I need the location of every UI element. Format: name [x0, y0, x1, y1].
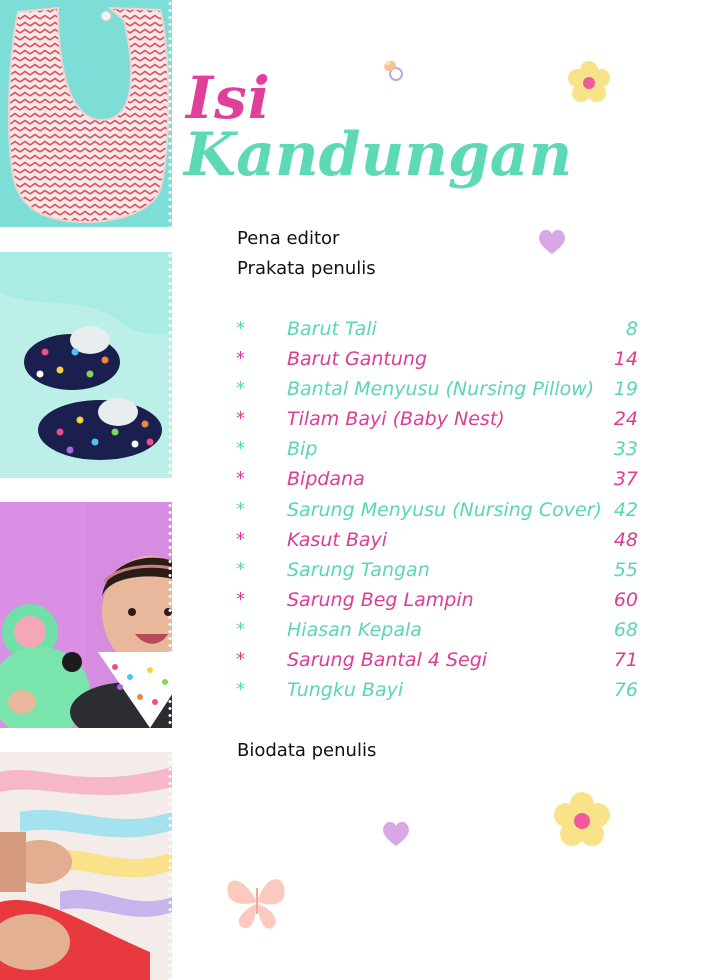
toc-entry-page: 48 [613, 528, 638, 551]
heart-icon [537, 228, 567, 256]
bullet-asterisk: * [236, 468, 245, 490]
toc-entry-page: 68 [613, 618, 638, 641]
flower-icon [553, 792, 611, 850]
bullet-asterisk: * [236, 318, 245, 339]
bullet-asterisk: * [236, 649, 245, 671]
bib-illustration [0, 0, 172, 227]
toc-entry-title: Tungku Bayi [287, 679, 404, 702]
baby-shoes-photo [0, 252, 172, 478]
toc-entry-title: Kasut Bayi [287, 528, 388, 551]
toc-entry-page: 37 [613, 468, 638, 491]
baby-shoes-illustration [0, 252, 172, 478]
toc-entry-page: 33 [613, 438, 638, 461]
toc-entry-title: Bipdana [287, 468, 365, 491]
left-photo-strip [0, 0, 175, 980]
toc-entry [236, 585, 646, 615]
toc-entry-title: Barut Tali [287, 318, 377, 340]
bullet-asterisk: * [236, 408, 245, 430]
bullet-asterisk: * [236, 618, 245, 640]
toc-entry-page: 42 [613, 498, 638, 521]
toc-entry [236, 464, 646, 494]
toc-entry [236, 404, 646, 434]
bullet-asterisk: * [236, 558, 245, 580]
baby-illustration [0, 502, 172, 728]
bullet-asterisk: * [236, 438, 245, 460]
toc-entry-page: 55 [613, 558, 638, 581]
bullet-asterisk: * [236, 679, 245, 701]
bullet-asterisk: * [236, 528, 245, 550]
toc-entry-title: Barut Gantung [287, 348, 428, 371]
baby-photo [0, 502, 172, 728]
front-matter-item: Pena editor [237, 228, 340, 249]
toc-entry-page: 8 [625, 318, 638, 340]
flower-icon [567, 61, 611, 105]
toc-entry-page: 14 [613, 348, 638, 371]
bib-photo [0, 0, 172, 227]
toc-entry [236, 434, 646, 464]
toc-entry [236, 495, 646, 525]
bullet-asterisk: * [236, 378, 245, 400]
toc-entry [236, 374, 646, 404]
toc-entry [236, 314, 646, 344]
front-matter-item: Prakata penulis [237, 258, 376, 279]
toc-entry-page: 60 [613, 588, 638, 611]
butterfly-icon [222, 866, 292, 936]
toc-entry [236, 645, 646, 675]
toc-entry-title: Hiasan Kepala [287, 618, 422, 641]
toc-entry-title: Sarung Bantal 4 Segi [287, 649, 488, 672]
toc-entry [236, 615, 646, 645]
toc-entry [236, 525, 646, 555]
table-of-contents [236, 314, 646, 705]
sewing-illustration [0, 752, 172, 980]
bullet-asterisk: * [236, 588, 245, 610]
sewing-photo [0, 752, 172, 980]
toc-entry-title: Bantal Menyusu (Nursing Pillow) [287, 378, 595, 401]
toc-entry [236, 555, 646, 585]
back-matter-item: Biodata penulis [237, 740, 377, 761]
toc-entry-title: Sarung Beg Lampin [287, 588, 474, 611]
toc-entry [236, 344, 646, 374]
toc-entry-title: Sarung Menyusu (Nursing Cover) [287, 498, 602, 521]
toc-entry-page: 24 [613, 408, 638, 431]
bullet-asterisk: * [236, 348, 245, 370]
toc-entry-title: Tilam Bayi (Baby Nest) [287, 408, 505, 431]
bullet-asterisk: * [236, 498, 245, 520]
toc-entry-page: 76 [613, 679, 638, 702]
toc-entry-page: 19 [613, 378, 638, 401]
heart-icon [381, 820, 411, 848]
toc-entry-title: Sarung Tangan [287, 558, 430, 581]
page-title-line2: Kandungan [184, 120, 573, 190]
page-title-line1: Isi [186, 64, 271, 132]
toc-entry-page: 71 [613, 649, 638, 672]
pacifier-icon [380, 56, 408, 84]
toc-entry [236, 675, 646, 705]
toc-entry-title: Bip [287, 438, 318, 461]
